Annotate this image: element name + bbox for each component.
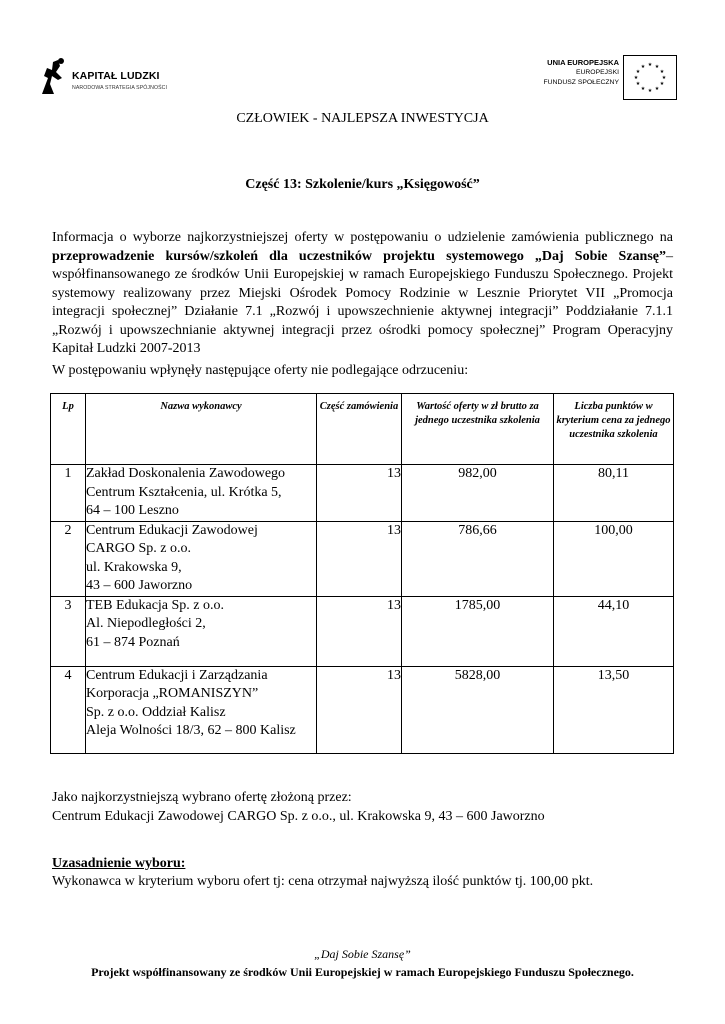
svg-text:★: ★: [654, 86, 660, 92]
svg-text:★: ★: [661, 75, 667, 81]
kapital-ludzki-title: KAPITAŁ LUDZKI: [72, 70, 160, 82]
header-name: Nazwa wykonawcy: [86, 394, 317, 465]
row-lp: 3: [51, 596, 86, 666]
eu-flag-icon: [623, 55, 677, 100]
row-part: 13: [317, 596, 402, 666]
svg-text:★: ★: [654, 64, 660, 70]
name-line: TEB Edukacja Sp. z o.o.: [86, 597, 225, 613]
kapital-ludzki-logo: [38, 56, 198, 100]
table-row: [51, 596, 674, 666]
name-line: Al. Niepodległości 2,: [86, 616, 206, 631]
table-header-row: [51, 394, 674, 465]
header-part: Część zamówienia: [317, 394, 402, 465]
chosen-offer: [52, 789, 545, 826]
row-lp: 4: [51, 666, 86, 753]
intro-text-end: – współfinansowanego ze środków Unii Europejskiej w ramach Europejskiego Funduszu Społecznego. Projekt systemowy realizowany przez Miejski Ośrodek Pomocy Rodzinie w Lesznie Priorytet VII „Promocja integracji społecznej” Działanie 7.1 „Rozwój i upowszechnienie aktywnej integracji” Poddziałanie 7.1.1 „Rozwój i upowszechnianie aktywnej integracji przez ośrodki pomocy społecznej” Program Operacyjny Kapitał Ludzki 2007-2013: [52, 248, 673, 356]
row-value: 5828,00: [402, 666, 554, 753]
row-value: 982,00: [402, 465, 554, 522]
eu-logo-line2: EUROPEJSKI: [575, 69, 619, 76]
svg-text:★: ★: [633, 75, 639, 81]
kapital-ludzki-emblem-icon: [38, 56, 66, 96]
name-line: Centrum Edukacji i Zarządzania: [86, 667, 268, 683]
intro-text-start: Informacja o wyborze najkorzystniejszej oferty w postępowaniu o udzielenie zamówienia publicznego na: [52, 230, 673, 245]
name-line: Centrum Kształcenia, ul. Krótka 5,: [86, 484, 282, 500]
chosen-offer-intro: Jako najkorzystniejszą wybrano ofertę złożoną przez:: [52, 790, 352, 805]
row-name: [86, 666, 317, 753]
svg-text:★: ★: [635, 81, 641, 87]
row-points: 80,11: [554, 465, 674, 522]
footer-cofinancing-note: Projekt współfinansowany ze środków Unii Europejskiej w ramach Europejskiego Funduszu Społecznego.: [91, 965, 634, 979]
footer-slogan: „Daj Sobie Szansę”: [314, 947, 411, 961]
svg-text:★: ★: [659, 81, 665, 87]
slogan-heading: CZŁOWIEK - NAJLEPSZA INWESTYCJA: [236, 111, 489, 126]
justification-title: Uzasadnienie wyboru:: [52, 856, 186, 871]
row-lp: 2: [51, 521, 86, 596]
row-part: 13: [317, 666, 402, 753]
svg-text:★: ★: [647, 88, 653, 94]
table-row: [51, 666, 674, 753]
name-line: 61 – 874 Poznań: [86, 634, 180, 650]
kapital-ludzki-subtitle: NARODOWA STRATEGIA SPÓJNOŚCI: [72, 85, 168, 91]
name-line: CARGO Sp. z o.o.: [86, 541, 192, 556]
header-lp: Lp: [51, 394, 86, 465]
offers-table: [50, 393, 674, 754]
row-name: [86, 465, 317, 522]
name-line: Korporacja „ROMANISZYN”: [86, 686, 259, 701]
row-value: 786,66: [402, 521, 554, 596]
justification-text: Wykonawca w kryterium wyboru ofert tj: cena otrzymał najwyższą ilość punktów tj. 100,00 pkt.: [52, 874, 594, 889]
table-row: [51, 521, 674, 596]
row-name: [86, 596, 317, 666]
intro-paragraph: [52, 229, 673, 359]
name-line: Centrum Edukacji Zawodowej: [86, 522, 258, 538]
row-points: 100,00: [554, 521, 674, 596]
intro-text-bold: przeprowadzenie kursów/szkoleń dla uczestników projektu systemowego „Daj Sobie Szansę”: [52, 248, 666, 264]
name-line: 43 – 600 Jaworzno: [86, 578, 193, 593]
table-row: [51, 465, 674, 522]
name-line: Zakład Doskonalenia Zawodowego: [86, 466, 286, 481]
offers-intro: W postępowaniu wpłynęły następujące oferty nie podlegające odrzuceniu:: [52, 363, 469, 378]
eu-efs-logo: [527, 53, 677, 101]
name-line: ul. Krakowska 9,: [86, 559, 182, 575]
svg-text:★: ★: [640, 86, 646, 92]
eu-logo-line1: UNIA EUROPEJSKA: [547, 58, 619, 67]
row-value: 1785,00: [402, 596, 554, 666]
row-points: 13,50: [554, 666, 674, 753]
svg-text:★: ★: [647, 62, 653, 68]
eu-logo-line3: FUNDUSZ SPOŁECZNY: [543, 79, 619, 86]
row-points: 44,10: [554, 596, 674, 666]
part-title: Część 13: Szkolenie/kurs „Księgowość”: [245, 177, 480, 192]
row-name: [86, 521, 317, 596]
svg-text:★: ★: [659, 69, 665, 75]
row-part: 13: [317, 465, 402, 522]
chosen-offer-company: Centrum Edukacji Zawodowej CARGO Sp. z o.o., ul. Krakowska 9, 43 – 600 Jaworzno: [52, 808, 545, 824]
svg-text:★: ★: [640, 64, 646, 70]
header-value: Wartość oferty w zł brutto za jednego uczestnika szkolenia: [402, 394, 554, 465]
svg-text:★: ★: [635, 69, 641, 75]
justification: [52, 855, 593, 891]
name-line: Sp. z o.o. Oddział Kalisz: [86, 704, 226, 720]
row-lp: 1: [51, 465, 86, 522]
row-part: 13: [317, 521, 402, 596]
name-line: 64 – 100 Leszno: [86, 503, 179, 518]
header-points: Liczba punktów w kryterium cena za jednego uczestnika szkolenia: [554, 394, 674, 465]
name-line: Aleja Wolności 18/3, 62 – 800 Kalisz: [86, 723, 296, 738]
eu-logo-text: [543, 58, 619, 88]
